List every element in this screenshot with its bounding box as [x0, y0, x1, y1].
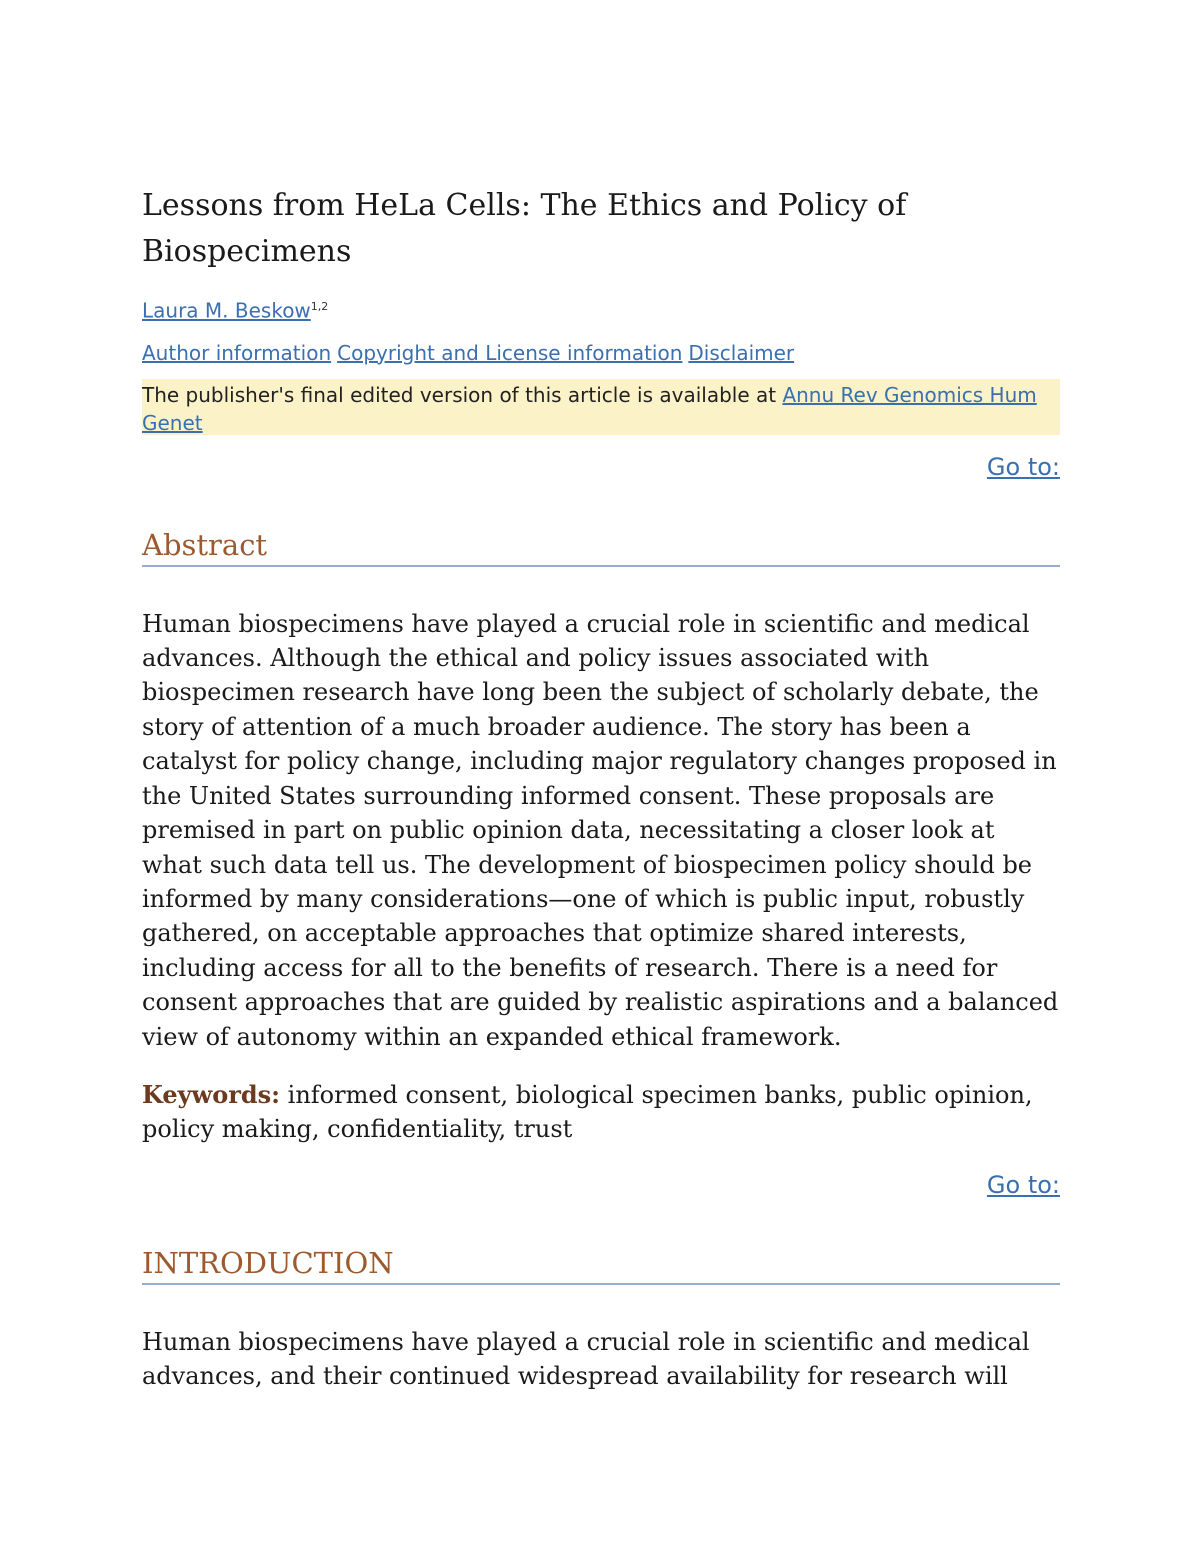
goto-link[interactable]: Go to:: [986, 452, 1060, 481]
publisher-notice-text: The publisher's final edited version of this article is available at: [142, 382, 783, 407]
disclaimer-link[interactable]: Disclaimer: [688, 340, 795, 365]
author-information-link[interactable]: Author information: [142, 340, 332, 365]
publisher-notice: [142, 379, 1060, 435]
journal-link[interactable]: Annu Rev Genomics Hum Genet: [142, 382, 1037, 435]
abstract-text: Human biospecimens have played a crucial role in scientific and medical advances. Although the ethical and policy issues associated with biospecimen research have long been the subject of scholarly debate, the story of attention of a much broader audience. The story has been a catalyst for policy change, including major regulatory changes proposed in the United States surrounding informed consent. These proposals are premised in part on public opinion data, necessitating a closer look at what such data tell us. The development of biospecimen policy should be informed by many considerations—one of which is public input, robustly gathered, on acceptable approaches that optimize shared interests, including access for all to the benefits of research. There is a need for consent approaches that are guided by realistic aspirations and a balanced view of autonomy within an expanded ethical framework.: [142, 609, 1059, 1051]
article-info-links: [142, 339, 1060, 367]
copyright-license-link[interactable]: Copyright and License information: [337, 340, 683, 365]
introduction-text: Human biospecimens have played a crucial role in scientific and medical advances, and their continued widespread availability for research will: [142, 1327, 1030, 1391]
keywords-line: [142, 1078, 1060, 1147]
author-affiliation-sup: 1,2: [310, 300, 329, 313]
goto-container-2: [142, 1169, 1060, 1201]
abstract-heading: Abstract: [142, 527, 1060, 567]
article-page: [142, 183, 1060, 1394]
article-title: Lessons from HeLa Cells: The Ethics and Policy of Biospecimens: [142, 188, 907, 269]
keywords-label: Keywords:: [142, 1079, 281, 1109]
keywords-list: informed consent, biological specimen banks, public opinion, policy making, confidentiality, trust: [142, 1080, 1033, 1144]
author-line: [142, 293, 1060, 325]
introduction-heading: INTRODUCTION: [142, 1245, 1060, 1285]
goto-link-2[interactable]: Go to:: [986, 1170, 1060, 1199]
goto-container: [142, 451, 1060, 483]
author-link[interactable]: Laura M. Beskow: [142, 298, 311, 323]
